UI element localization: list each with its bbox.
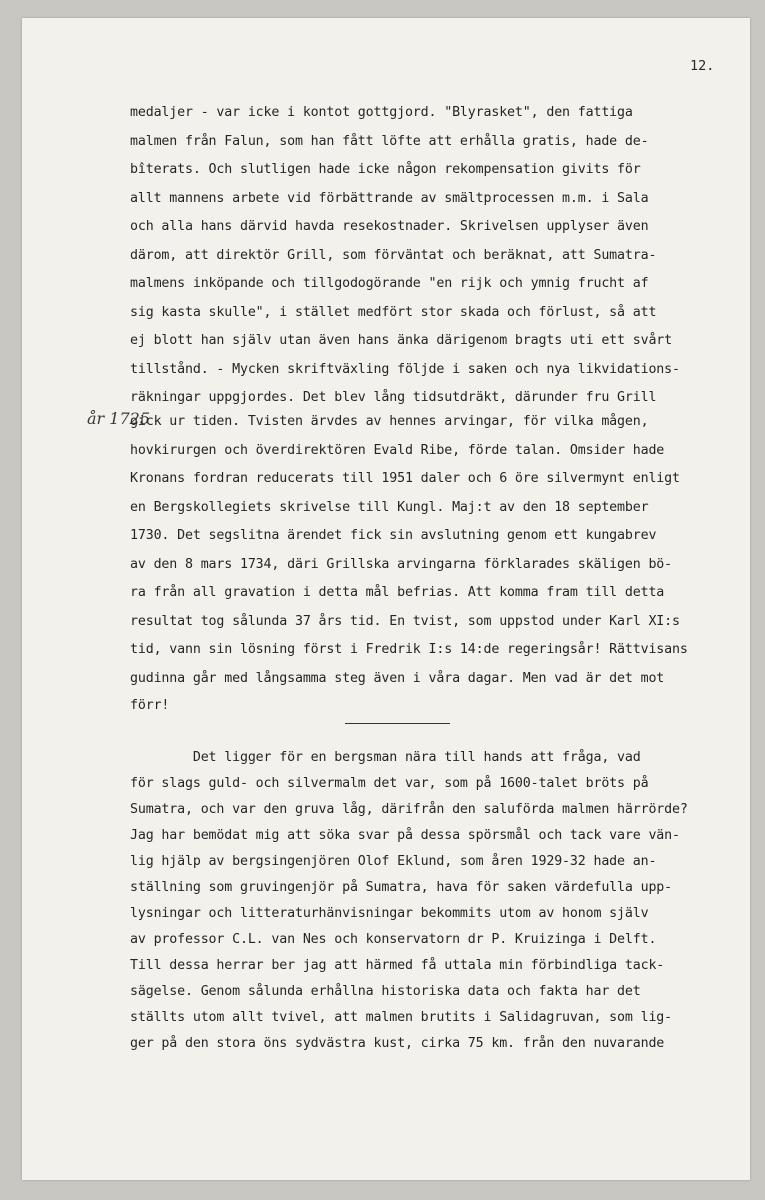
text-line: malmen från Falun, som han fått löfte att erhålla gratis, hade de-	[130, 133, 649, 149]
text-line: sägelse. Genom sålunda erhållna historiska data och fakta har det	[130, 984, 641, 999]
text-line: för slags guld- och silvermalm det var, som på 1600-talet bröts på	[130, 776, 649, 791]
text-line: ej blott han själv utan även hans änka därigenom bragts uti ett svårt	[130, 333, 673, 348]
text-line: gick ur tiden. Tvisten ärvdes av hennes arvingar, för vilka mågen,	[130, 414, 649, 429]
handwritten-margin-note: år 1725	[87, 409, 150, 428]
text-line: räkningar uppgjordes. Det blev lång tidsutdräkt, därunder fru Grill	[130, 390, 657, 405]
text-line: Kronans fordran reducerats till 1951 daler och 6 öre silvermynt enligt	[130, 471, 680, 486]
text-line: och alla hans därvid havda resekostnader. Skrivelsen upplyser även	[130, 219, 649, 234]
text-line: av den 8 mars 1734, däri Grillska arvingarna förklarades skäligen bö-	[130, 556, 673, 572]
text-line: ger på den stora öns sydvästra kust, cirka 75 km. från den nuvarande	[130, 1036, 665, 1051]
text-line: Jag har bemödat mig att söka svar på dessa spörsmål och tack vare vän-	[130, 828, 680, 843]
text-line: förr!	[130, 698, 170, 713]
text-line: gudinna går med långsamma steg även i våra dagar. Men vad är det mot	[130, 670, 665, 686]
text-line: tid, vann sin lösning först i Fredrik I:s 14:de regeringsår! Rättvisans	[130, 642, 688, 657]
text-line: av professor C.L. van Nes och konservatorn dr P. Kruizinga i Delft.	[130, 932, 657, 947]
text-line: ställts utom allt tvivel, att malmen brutits i Salidagruvan, som lig-	[130, 1010, 673, 1025]
text-line: ra från all gravation i detta mål befrias. Att komma fram till detta	[130, 585, 665, 600]
text-line: malmens inköpande och tillgodogörande "en rijk och ymnig frucht af	[130, 276, 649, 291]
text-line: Sumatra, och var den gruva låg, därifrån den saluförda malmen härrörde?	[130, 802, 688, 817]
text-line: Det ligger för en bergsman nära till hands att fråga, vad	[130, 750, 641, 765]
text-line: en Bergskollegiets skrivelse till Kungl. Maj:t av den 18 september	[130, 499, 649, 515]
page-number: 12.	[690, 58, 715, 74]
text-line: 1730. Det segslitna ärendet fick sin avslutning genom ett kungabrev	[130, 528, 657, 543]
text-line: hovkirurgen och överdirektören Evald Ribe, förde talan. Omsider hade	[130, 442, 665, 458]
text-line: sig kasta skulle", i stället medfört stor skada och förlust, så att	[130, 304, 657, 320]
text-line: Till dessa herrar ber jag att härmed få uttala min förbindliga tack-	[130, 958, 665, 973]
section-divider	[345, 723, 450, 724]
text-line: medaljer - var icke i kontot gottgjord. "Blyrasket", den fattiga	[130, 105, 633, 120]
text-line: ställning som gruvingenjör på Sumatra, hava för saken värdefulla upp-	[130, 880, 673, 895]
text-line: allt mannens arbete vid förbättrande av smältprocessen m.m. i Sala	[130, 190, 649, 206]
text-line: lig hjälp av bergsingenjören Olof Eklund, som åren 1929-32 hade an-	[130, 854, 657, 869]
text-line: lysningar och litteraturhänvisningar bekommits utom av honom själv	[130, 906, 649, 921]
text-line: därom, att direktör Grill, som förväntat och beräknat, att Sumatra-	[130, 247, 657, 263]
text-line: tillstånd. - Mycken skriftväxling följde i saken och nya likvidations-	[130, 361, 680, 377]
text-line: resultat tog sålunda 37 års tid. En tvist, som uppstod under Karl XI:s	[130, 613, 680, 629]
text-line: bîterats. Och slutligen hade icke någon rekompensation givits för	[130, 162, 641, 177]
